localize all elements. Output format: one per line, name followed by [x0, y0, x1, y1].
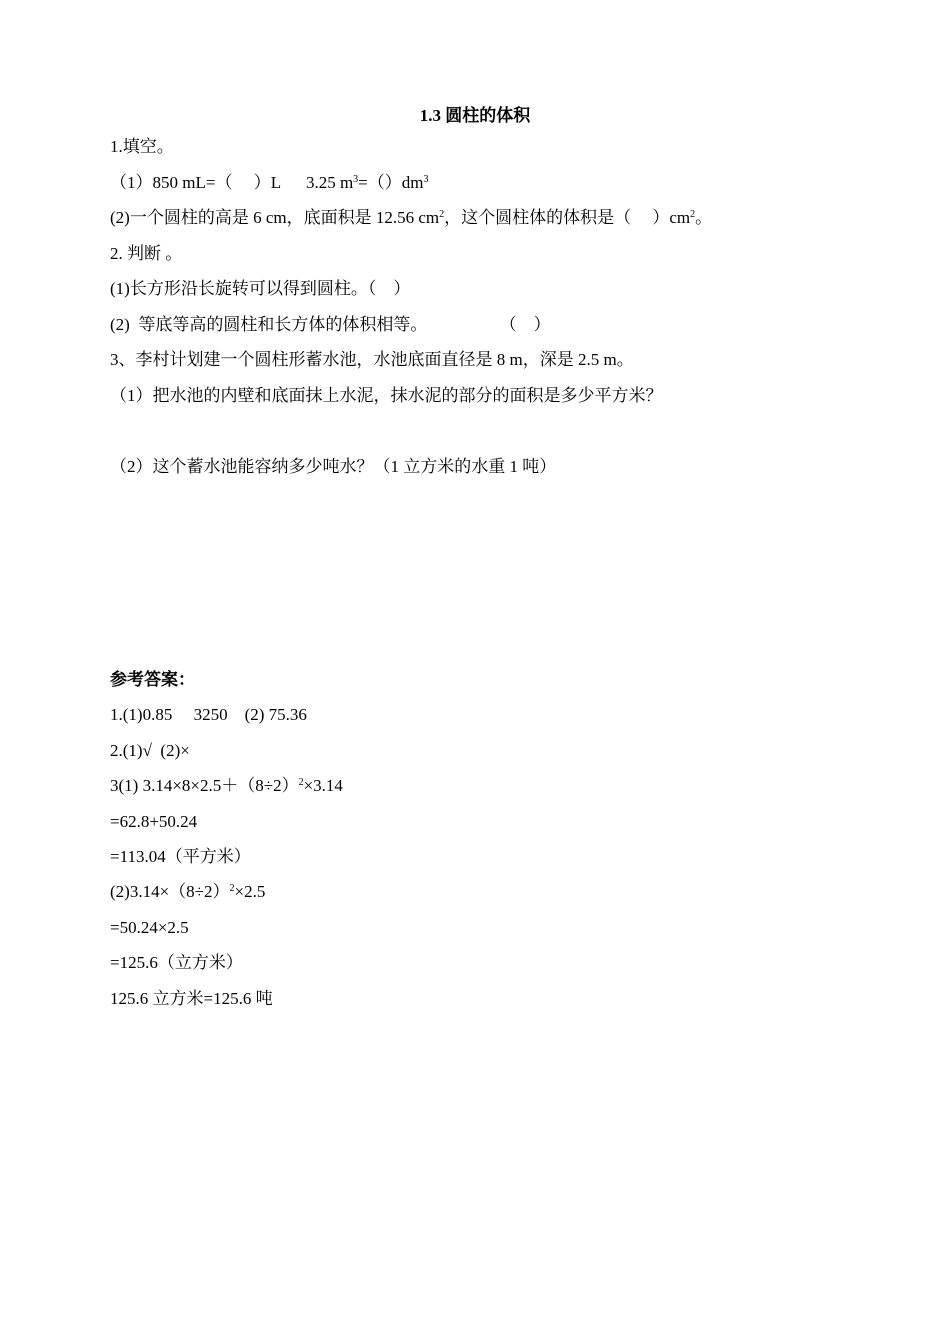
square-superscript: 2 — [298, 777, 304, 788]
cube-superscript: 3 — [423, 174, 429, 185]
answer-2: 2.(1)√ (2)× — [110, 741, 190, 760]
q1-part1 — [110, 172, 428, 194]
page-title: 1.3 圆柱的体积 — [419, 106, 531, 125]
square-superscript: 2 — [439, 209, 445, 220]
square-superscript: 2 — [690, 209, 696, 220]
q2-heading: 2. 判断 。 — [110, 244, 183, 263]
answer-3-line4 — [110, 881, 265, 903]
q2-part1: (1)长方形沿长旋转可以得到圆柱。（ ） — [110, 279, 411, 298]
q1-part2-text-a: (2)一个圆柱的高是 6 cm，底面积是 12.56 cm — [110, 208, 440, 227]
answer-3-line7: 125.6 立方米=125.6 吨 — [110, 989, 273, 1008]
answer-3-line6: =125.6（立方米） — [110, 953, 243, 972]
q1-part1-text-b: =（）dm — [358, 173, 424, 192]
square-superscript: 2 — [229, 883, 235, 894]
answer-3-line5: =50.24×2.5 — [110, 918, 189, 937]
answer-3-line1-text-b: ×3.14 — [303, 776, 343, 795]
answer-3-line1 — [110, 775, 343, 797]
q3-part1: （1）把水池的内壁和底面抹上水泥，抹水泥的部分的面积是多少平方米？ — [110, 386, 663, 405]
q1-part1-text-a: （1）850 mL=（ ）L 3.25 m — [110, 173, 354, 192]
q1-part2-text-b: ，这个圆柱体的体积是（ ）cm — [444, 208, 691, 227]
answer-3-line3: =113.04（平方米） — [110, 847, 251, 866]
q1-part2-text-c: 。 — [695, 208, 713, 227]
answer-3-line4-text-a: (2)3.14×（8÷2） — [110, 882, 230, 901]
q2-part2: (2) 等底等高的圆柱和长方体的体积相等。 （ ） — [110, 315, 551, 334]
q3-part2: （2）这个蓄水池能容纳多少吨水？（1 立方米的水重 1 吨） — [110, 457, 557, 476]
answer-3-line2: =62.8+50.24 — [110, 812, 198, 831]
cube-superscript: 3 — [353, 174, 359, 185]
answers-heading: 参考答案： — [110, 670, 195, 689]
q3-heading: 3、李村计划建一个圆柱形蓄水池，水池底面直径是 8 m，深是 2.5 m。 — [110, 350, 634, 369]
answer-3-line1-text-a: 3(1) 3.14×8×2.5＋（8÷2） — [110, 776, 299, 795]
answer-3-line4-text-b: ×2.5 — [234, 882, 266, 901]
q1-heading: 1.填空。 — [110, 137, 174, 156]
q1-part2 — [110, 207, 712, 229]
answer-1: 1.(1)0.85 3250 (2) 75.36 — [110, 705, 307, 724]
